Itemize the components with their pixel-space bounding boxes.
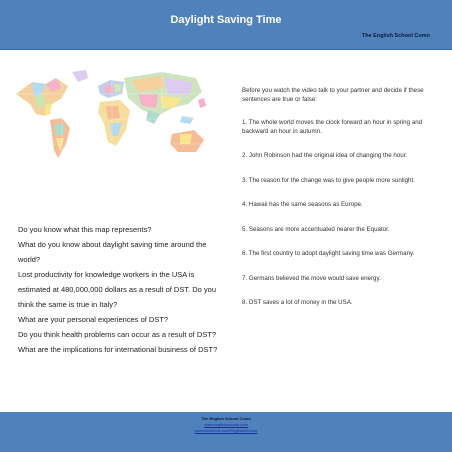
website-link[interactable]: www.englishincomo.com <box>204 422 248 427</box>
statement-item: 8. DST saves a lot of money in the USA. <box>242 299 353 306</box>
footer-school-name: The English School Como <box>201 416 251 421</box>
statement-item: 6. The first country to adopt daylight saving time was Germany. <box>242 250 415 257</box>
school-name: The English School Como <box>361 33 430 39</box>
question-text: What do you know about daylight saving time around the world? <box>18 240 207 264</box>
question-text: Do you think health problems can occur as a result of DST? <box>18 330 217 339</box>
discussion-questions <box>18 222 228 357</box>
facebook-link[interactable]: www.facebook.com/EnglishinComo <box>194 428 258 433</box>
true-false-section <box>242 87 442 324</box>
statement-item: 5. Seasons are more accentuated nearer the Equator. <box>242 225 390 233</box>
statement-item: 3. The reason for the change was to give people more sunlight. <box>242 176 415 184</box>
question-text: What are the implications for international business of DST? <box>18 345 218 354</box>
header-band <box>0 0 452 50</box>
footer-band <box>0 412 452 452</box>
question-text: What are your personal experiences of DST? <box>18 315 169 324</box>
statement-item: 1. The whole world moves the clock forward an hour in spring and backward an hour in autumn. <box>242 119 423 135</box>
question-text: Do you know what this map represents? <box>18 225 152 234</box>
page-title: Daylight Saving Time <box>170 14 282 26</box>
statement-item: 7. Germans believed the move would save energy. <box>242 274 381 282</box>
statement-item: 2. John Robinson had the original idea of changing the hour. <box>242 152 408 159</box>
statement-item: 4. Hawaii has the same seasons as Europe. <box>242 201 363 208</box>
world-map-image <box>12 64 212 174</box>
instructions: Before you watch the video talk to your partner and decide if these sentences are true or false: <box>242 87 424 103</box>
question-text: Lost productivity for knowledge workers in the USA is estimated at 480,000,000 dollars as a result of DST. Do you think the same is true in Italy? <box>18 270 217 309</box>
